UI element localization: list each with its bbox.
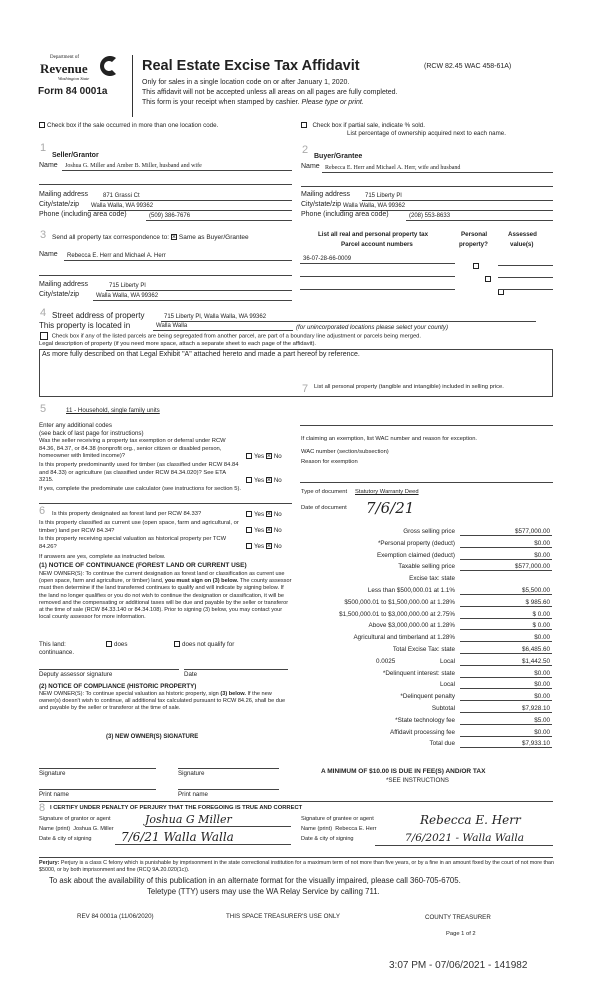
segregated-label: Check box if any of the listed parcels are being segregated from another parcel, are part of a boundary line adjustment or parcels being merged. — [51, 333, 422, 340]
tax-row — [300, 586, 555, 598]
q-current-use-answer[interactable] — [246, 527, 282, 534]
parcel-header-2: Parcel account numbers — [341, 241, 413, 248]
corr-city-label: City/state/zip — [39, 291, 80, 298]
tax-label: Agricultural and timberland at 1.28% — [353, 634, 455, 642]
signature-label: Signature — [39, 770, 66, 777]
doc-type-label: Type of document — [301, 489, 348, 495]
print-name-label: Print name — [178, 791, 208, 798]
tax-value[interactable]: $5.00 — [460, 717, 552, 725]
corr-name-field[interactable]: Rebecca E. Herr and Michael A. Herr — [64, 252, 292, 261]
segregated-row[interactable] — [40, 332, 421, 340]
notice-continuance-title: (1) NOTICE OF CONTINUANCE (FOREST LAND OR CURRENT USE) — [39, 562, 247, 569]
tax-label: Gross selling price — [403, 528, 455, 535]
section7-divider — [300, 482, 553, 483]
buyer-phone-field[interactable]: (208) 553-8633 — [406, 212, 553, 221]
tax-value[interactable]: $0.00 — [460, 693, 552, 701]
multi-location-checkbox[interactable] — [39, 122, 45, 128]
corr-name-label: Name — [39, 251, 58, 258]
additional-codes-note: (see back of last page for instructions) — [39, 430, 144, 437]
tax-value[interactable]: $ 0.00 — [460, 622, 552, 630]
assessed-value-1[interactable] — [498, 265, 553, 266]
tax-row — [300, 728, 555, 740]
header-line1: Only for sales in a single location code on or after January 1, 2020. — [142, 79, 350, 86]
parcel-number-3[interactable] — [300, 281, 455, 290]
reason-label: Reason for exemption — [301, 459, 358, 465]
continuance-label: continuance. — [39, 649, 75, 656]
grantor-date-label: Date & city of signing — [39, 836, 92, 842]
tax-value[interactable]: $ 0.00 — [460, 611, 552, 619]
personal-header-2: property? — [459, 241, 488, 248]
tax-label: *State technology fee — [395, 716, 455, 724]
form-revision: REV 84 0001a (11/06/2020) — [77, 913, 154, 920]
parcel-number-2[interactable] — [300, 268, 455, 277]
buyer-name-field[interactable]: Rebecca E. Herr and Michael A. Herr, wife and husband — [322, 164, 553, 173]
tax-label: $500,000.01 to $1,500,000.00 at 1.28% — [344, 598, 455, 606]
tax-row — [300, 657, 555, 669]
grantor-sig-label: Signature of grantor or agent — [39, 816, 111, 822]
yes-label: Yes — [254, 527, 265, 534]
logo-dept: Department of — [50, 55, 80, 60]
no-label: No — [273, 543, 282, 550]
notice-compliance-title: (2) NOTICE OF COMPLIANCE (HISTORIC PROPERTY) — [39, 683, 197, 690]
no-label: No — [273, 527, 282, 534]
deputy-date-line[interactable] — [184, 669, 288, 678]
section-8-number: 8 — [39, 802, 46, 814]
tax-label: Local — [439, 657, 455, 665]
tax-label: Exemption claimed (deduct) — [376, 551, 455, 559]
seller-mail-label: Mailing address — [39, 191, 89, 198]
tax-row — [300, 598, 555, 610]
yes-label: Yes — [254, 511, 265, 518]
tax-label: Total due — [429, 740, 455, 748]
grantee-name: Rebecca E. Herr — [335, 826, 377, 832]
q-forest-answer[interactable] — [246, 511, 282, 518]
parcel-header-1: List all real and personal property tax — [318, 231, 429, 238]
tax-row — [300, 680, 555, 692]
deputy-signature-line[interactable] — [39, 669, 179, 678]
tax-label: *Delinquent interest: state — [382, 669, 455, 677]
seller-phone-label: Phone (including area code) — [39, 211, 127, 218]
assessed-header-1: Assessed — [508, 231, 537, 238]
q-timber: Is this property predominantly used for timber (as classified under RCW 84.84 and 84.33) or agriculture (as classified under RCW 84.34.020)? See ETA 3215. — [39, 462, 239, 483]
section8-bottom-line — [39, 857, 553, 858]
header-line3 — [142, 99, 364, 106]
notice-continuance-text — [39, 571, 293, 621]
multi-location-label: Check box if the sale occurred in more than one location code. — [47, 122, 219, 129]
seller-mail-field[interactable]: 871 Grassi Ct — [100, 192, 292, 201]
q-exemption-answer[interactable] — [246, 453, 282, 460]
yes-label: Yes — [254, 477, 265, 484]
perjury-notice — [39, 860, 559, 874]
partial-sale-checkbox[interactable] — [301, 122, 307, 128]
doc-date-label: Date of document — [301, 505, 347, 511]
tax-value[interactable]: $6,485.60 — [460, 646, 552, 654]
partial-sale-checkbox-row[interactable] — [301, 122, 425, 129]
seller-phone-field[interactable]: (509) 386-7676 — [146, 212, 292, 221]
legal-label: Legal description of property (if you need more space, attach a separate sheet to each page of the affidavit). — [39, 341, 317, 347]
grantor-date-city[interactable]: 7/6/21 Walla Walla — [115, 830, 291, 845]
tax-label: Subtotal — [431, 705, 455, 712]
grantor-signature[interactable]: Joshua G Miller — [145, 813, 291, 827]
located-field[interactable]: Walla Walla — [153, 322, 293, 331]
tax-value[interactable]: $5,500.00 — [460, 587, 552, 595]
grantee-signature[interactable]: Rebecca E. Herr — [420, 813, 521, 827]
tax-value[interactable]: $7,928.10 — [460, 705, 552, 713]
n2-a: NEW OWNER(S): To continue special valuation as historic property, sign — [39, 691, 221, 697]
section5-divider — [39, 503, 292, 504]
tax-label: Excise tax: state — [409, 575, 455, 583]
buyer-mail-field[interactable]: 715 Liberty Pl — [362, 192, 553, 201]
tax-label: *Personal property (deduct) — [377, 539, 455, 547]
revenue-swirl-icon — [98, 54, 120, 78]
doc-date-value[interactable]: 7/6/21 — [366, 499, 415, 517]
seller-name-field[interactable]: Joshua G. Miller and Amber B. Miller, husband and wife — [62, 162, 292, 171]
q-forest: Is this property designated as forest land per RCW 84.33? — [52, 511, 202, 517]
section-3-number: 3 — [40, 229, 47, 241]
grantee-date-label: Date & city of signing — [301, 836, 354, 842]
county-treasurer: COUNTY TREASURER — [425, 914, 491, 921]
tax-row — [300, 645, 555, 657]
tax-row — [300, 527, 555, 539]
alternate-format-note: To ask about the availability of this publication in an alternate format for the visually impaired, please call 360-705-6705. — [49, 876, 461, 885]
tax-row — [300, 621, 555, 633]
personal-property-label: List all personal property (tangible and intangible) included in selling price. — [314, 384, 504, 390]
tax-label: Total Excise Tax: state — [392, 646, 455, 653]
partial-sale-label: Check box if partial sale, indicate % sold. — [312, 122, 425, 129]
tax-value[interactable]: $0.00 — [460, 729, 552, 737]
exemption-label: If claiming an exemption, list WAC number and reason for exception. — [301, 436, 478, 442]
section-1-number: 1 — [40, 142, 47, 154]
yes-label: Yes — [254, 543, 265, 550]
same-as-buyer-checkbox[interactable] — [171, 234, 177, 240]
personal-property-checkbox-1[interactable] — [473, 263, 479, 269]
n1-c: The county assessor must then determine if the land transferred continues to qualify and will indicate by signing below. If the land no longer qualifies or you do not wish to continue the designation or classification, it will be removed and the compensating or additional taxes will be due and payable by the seller or transferor at the time of sale (RCW 84.33.140 or 84.34.108). Prior to signing (3) below, you may contact your local county assessor for more information. — [39, 578, 292, 621]
tax-label: Taxable selling price — [398, 563, 455, 571]
section8-top-line — [39, 801, 553, 802]
page-title: Real Estate Excise Tax Affidavit — [142, 58, 360, 74]
land-use-code[interactable]: 11 - Household, single family units — [66, 407, 160, 414]
predominate-use-note: If yes, complete the predominate use calculator (see instructions for section 5). — [39, 486, 242, 492]
rcw-reference: (RCW 82.45 WAC 458-61A) — [424, 63, 512, 70]
correspondence-label: Send all property tax correspondence to: — [52, 234, 170, 241]
seller-name-label: Name — [39, 162, 58, 169]
q-historical: Is this property receiving special valuation as historical property per TCW 84.26? — [39, 536, 227, 550]
legal-description: As more fully described on that Legal Exhibit "A" attached hereto and made a part hereof by reference. — [42, 351, 360, 358]
see-instructions: *SEE INSTRUCTIONS — [386, 777, 449, 784]
tax-value[interactable]: $577,000.00 — [460, 563, 552, 571]
section-4-number: 4 — [40, 307, 47, 319]
tax-label: *Delinquent penalty — [400, 693, 455, 701]
corr-mail-label: Mailing address — [39, 281, 89, 288]
perjury-bold: Perjury: — [39, 860, 60, 866]
header-line2: This affidavit will not be accepted unless all areas on all pages are fully completed. — [142, 89, 398, 96]
personal-property-line[interactable] — [300, 425, 553, 426]
owner-print-2[interactable] — [178, 789, 279, 798]
tax-row — [300, 739, 555, 751]
yes-label: Yes — [254, 453, 265, 460]
tax-row — [300, 692, 555, 704]
q-current-use: Is this property classified as current use (open space, farm and agricultural, or timber) land per RCW 84.34? — [39, 520, 239, 534]
parcel-number-1[interactable]: 36-07-28-66-0009 — [300, 255, 455, 264]
buyer-name-label: Name — [301, 163, 320, 170]
seller-heading: Seller/Grantor — [52, 152, 99, 159]
tax-row — [300, 562, 555, 574]
n1-a: NEW OWNER(S): To continue the current designation as forest land or classification as current use (open space, farm and agriculture, or timber) land, — [39, 571, 285, 585]
answers-yes-note: If answers are yes, complete as instructed below. — [39, 554, 166, 560]
does-label: does — [114, 641, 128, 648]
no-label: No — [273, 511, 282, 518]
grantor-name: Joshua G. Miller — [73, 826, 114, 832]
seller-city-field[interactable]: Walla Walla, WA 99362 — [88, 202, 292, 211]
n2-c: If the new owner(s) doesn't wish to continue, all additional tax calculated pursuant to RCW 84.26, shall be due and payable by the seller or transferor at the time of sale. — [39, 691, 286, 712]
signature-label: Signature — [178, 770, 205, 777]
date-label: Date — [184, 671, 198, 678]
tax-value[interactable]: $0.00 — [460, 670, 552, 678]
buyer-city-field[interactable]: Walla Walla, WA 99362 — [340, 202, 553, 211]
tax-value[interactable]: $0.00 — [460, 540, 552, 548]
header-line3-italic: Please type or print. — [301, 99, 364, 106]
header-line3-text: This form is your receipt when stamped by cashier. — [142, 99, 300, 106]
deputy-label: Deputy assessor signature — [39, 671, 113, 678]
does-not-option[interactable] — [174, 641, 234, 648]
corr-name-line2 — [39, 275, 292, 276]
located-label: This property is located in — [39, 321, 131, 330]
tax-value[interactable]: $577,000.00 — [460, 528, 552, 536]
tax-value[interactable]: $ 985.60 — [460, 599, 552, 607]
seller-name-line2 — [39, 184, 292, 185]
owner-signature-1[interactable] — [39, 768, 156, 777]
partial-sale-note: List percentage of ownership acquired next to each name. — [347, 130, 506, 137]
owner-print-1[interactable] — [39, 789, 156, 798]
treasurer-use-only: THIS SPACE TREASURER'S USE ONLY — [226, 913, 340, 920]
assessed-header-2: value(s) — [510, 241, 534, 248]
assessed-value-3[interactable] — [498, 289, 553, 290]
n1-b: you must sign on (3) below. — [164, 578, 239, 585]
tax-row — [300, 716, 555, 728]
logo-revenue: Revenue — [40, 61, 88, 76]
grantee-name-label: Name (print) — [301, 826, 333, 832]
buyer-name-line2 — [301, 186, 553, 187]
print-name-label: Print name — [39, 791, 69, 798]
tax-label: Local — [439, 681, 455, 689]
tax-value[interactable]: $0.00 — [460, 681, 552, 689]
q-timber-answer[interactable] — [246, 477, 282, 484]
does-not-label: does not qualify for — [182, 641, 235, 648]
personal-header-1: Personal — [461, 231, 488, 238]
tax-row — [300, 669, 555, 681]
tax-label: $1,500,000.01 to $3,000,000.00 at 2.75% — [339, 610, 455, 618]
street-field[interactable]: 715 Liberty Pl, Walla Walla, WA 99362 — [161, 313, 536, 322]
tax-row — [300, 704, 555, 716]
new-owner-signature-title: (3) NEW OWNER(S) SIGNATURE — [106, 734, 199, 740]
does-option[interactable] — [106, 641, 127, 648]
section-2-number: 2 — [302, 144, 309, 156]
logo-state: Washington State — [58, 76, 90, 81]
tax-value[interactable]: $0.00 — [460, 552, 552, 560]
tax-value[interactable]: $0.00 — [460, 634, 552, 642]
correspondence-row — [52, 234, 249, 241]
minimum-due-notice: A MINIMUM OF $10.00 IS DUE IN FEE(S) AND/OR TAX — [321, 768, 486, 775]
owner-signature-2[interactable] — [178, 768, 279, 777]
no-label: No — [273, 453, 282, 460]
grantor-name-row — [39, 826, 114, 832]
tax-label: Affidavit processing fee — [390, 728, 455, 736]
buyer-heading: Buyer/Grantee — [314, 153, 363, 160]
tax-value[interactable]: $7,933.10 — [460, 740, 552, 748]
unincorporated-note: (for unincorporated locations please select your county) — [296, 324, 449, 331]
this-land-label: This land: — [39, 641, 66, 648]
q-exemption: Was the seller receiving a property tax exemption or deferral under RCW 84.36, 84.37, or 84.38 (nonprofit org., senior citizen or disabled person, homeowner with limited income)? — [39, 438, 226, 459]
buyer-phone-label: Phone (including area code) — [301, 211, 389, 218]
corr-mail-field[interactable]: 715 Liberty Pl — [106, 282, 292, 291]
notice-compliance-text — [39, 691, 293, 713]
personal-property-checkbox-2[interactable] — [485, 276, 491, 282]
grantor-name-label: Name (print) — [39, 826, 71, 832]
certify-title: I CERTIFY UNDER PENALTY OF PERJURY THAT THE FOREGOING IS TRUE AND CORRECT — [50, 805, 303, 811]
tax-row — [300, 633, 555, 645]
grantee-name-row — [301, 826, 377, 832]
n2-b: (3) below. — [220, 691, 246, 697]
q-historical-answer[interactable] — [246, 543, 282, 550]
tax-row — [300, 551, 555, 563]
perjury-text: Perjury is a class C felony which is punishable by imprisonment in the state correctional institution for a maximum term of not more than five years, or by a fine in an amount fixed by the court of not more than $5000, or by both imprisonment and fine (RCQ 9A.20.020(1c)). — [39, 860, 555, 873]
corr-city-field[interactable]: Walla Walla, WA 99362 — [93, 292, 292, 301]
header-divider — [132, 55, 133, 117]
street-label: Street address of property — [52, 311, 145, 320]
section-6-number: 6 — [39, 505, 46, 517]
tax-row — [300, 574, 555, 586]
form-number: Form 84 0001a — [38, 86, 108, 97]
segregated-checkbox[interactable] — [40, 332, 48, 340]
same-as-buyer-label: Same as Buyer/Grantee — [178, 234, 249, 241]
tax-label: Less than $500,000.01 at 1.1% — [367, 587, 455, 594]
seller-city-label: City/state/zip — [39, 201, 80, 208]
local-rate: 0.0025 — [376, 657, 396, 665]
buyer-city-label: City/state/zip — [301, 201, 342, 208]
no-label: No — [273, 477, 282, 484]
doc-type-value[interactable]: Statutory Warranty Deed — [355, 489, 419, 495]
grantee-sig-label: Signature of grantee or agent — [301, 816, 374, 822]
page-number: Page 1 of 2 — [446, 931, 476, 937]
section-7-number: 7 — [302, 383, 309, 395]
tax-label: Above $3,000,000.00 at 1.28% — [368, 622, 455, 630]
additional-codes-label: Enter any additional codes — [39, 422, 112, 429]
receipt-stamp: 3:07 PM - 07/06/2021 - 141982 — [389, 960, 528, 971]
wac-label: WAC number (section/subsection) — [301, 449, 389, 455]
buyer-mail-label: Mailing address — [301, 191, 351, 198]
tax-row — [300, 610, 555, 622]
section-5-number: 5 — [40, 403, 47, 415]
tty-note: Teletype (TTY) users may use the WA Relay Service by calling 711. — [147, 887, 380, 896]
grantee-date-city[interactable]: 7/6/2021 - Walla Walla — [375, 832, 553, 846]
tax-row — [300, 539, 555, 551]
tax-value[interactable]: $1,442.50 — [460, 658, 552, 666]
assessed-value-2[interactable] — [498, 277, 553, 278]
multi-location-checkbox-row[interactable] — [39, 122, 218, 129]
